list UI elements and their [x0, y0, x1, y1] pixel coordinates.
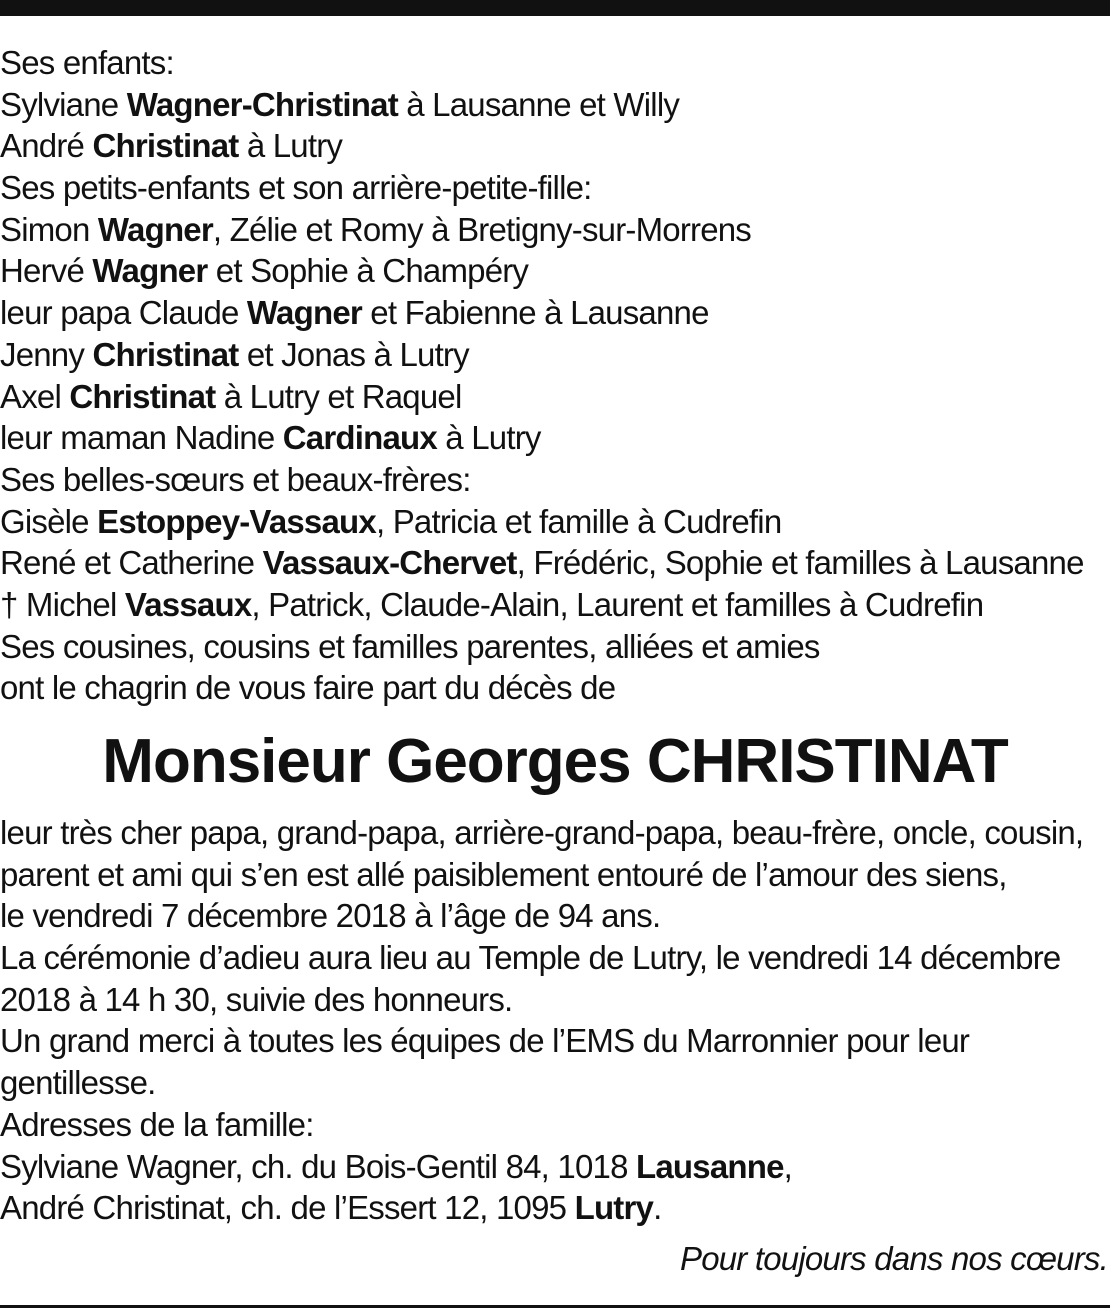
line-prefix: Hervé [0, 252, 93, 290]
address-prefix: André Christinat, ch. de l’Essert 12, 1095 [0, 1189, 575, 1227]
announcement-line: ont le chagrin de vous faire part du décès de [0, 669, 616, 707]
family-line [0, 250, 1110, 292]
line-prefix: † Michel [0, 585, 125, 623]
family-name: Wagner [92, 252, 208, 290]
line-suffix: à Lausanne et Willy [397, 85, 680, 123]
details-text [0, 812, 1110, 1229]
relatives-line: Ses cousines, cousins et familles parentes, alliées et amies [0, 627, 820, 665]
line-prefix: Gisèle [0, 502, 98, 540]
line-suffix: et Sophie à Champéry [207, 252, 529, 290]
family-name: Estoppey-Vassaux [97, 502, 376, 540]
line-prefix: Simon [0, 210, 98, 248]
family-line [0, 125, 1110, 167]
family-name: Wagner [246, 294, 362, 332]
line-suffix: à Lutry [436, 419, 541, 457]
ceremony-line: 2018 à 14 h 30, suivie des honneurs. [0, 980, 513, 1018]
line-prefix: leur maman Nadine [0, 419, 283, 457]
family-name: Vassaux [124, 585, 252, 623]
family-line [0, 209, 1110, 251]
address-line [0, 1187, 1110, 1229]
top-rule [0, 0, 1110, 16]
line-suffix: , Patricia et famille à Cudrefin [375, 502, 782, 540]
address-city: Lutry [574, 1189, 654, 1227]
line-suffix: , Patrick, Claude-Alain, Laurent et familles à Cudrefin [251, 585, 984, 623]
family-name: Christinat [69, 377, 216, 415]
family-line [0, 417, 1110, 459]
deceased-name: Monsieur Georges CHRISTINAT [102, 727, 1008, 796]
children-heading: Ses enfants: [0, 44, 174, 81]
closing-phrase: Pour toujours dans nos cœurs. [679, 1240, 1108, 1277]
addresses-heading: Adresses de la famille: [0, 1105, 314, 1143]
line-prefix: André [0, 127, 93, 165]
family-name: Christinat [92, 335, 239, 373]
bottom-rule [0, 1305, 1110, 1308]
line-suffix: , Frédéric, Sophie et familles à Lausanne [516, 544, 1084, 582]
family-name: Wagner-Christinat [126, 85, 398, 123]
address-city: Lausanne [636, 1147, 784, 1185]
line-prefix: Jenny [0, 335, 93, 373]
family-name: Christinat [92, 127, 239, 165]
address-prefix: Sylviane Wagner, ch. du Bois-Gentil 84, 1018 [0, 1147, 636, 1185]
line-prefix: Axel [0, 377, 70, 415]
ceremony-line: La cérémonie d’adieu aura lieu au Temple de Lutry, le vendredi 14 décembre [0, 939, 1061, 977]
line-suffix: à Lutry et Raquel [215, 377, 462, 415]
family-name: Wagner [97, 210, 213, 248]
address-suffix: , [783, 1147, 793, 1185]
thanks-line: Un grand merci à toutes les équipes de l’EMS du Marronnier pour leur [0, 1022, 970, 1060]
tribute-line: le vendredi 7 décembre 2018 à l’âge de 94 ans. [0, 897, 661, 935]
family-line [0, 584, 1110, 626]
line-prefix: leur papa Claude [0, 294, 247, 332]
line-suffix: , Zélie et Romy à Bretigny-sur-Morrens [212, 210, 751, 248]
address-suffix: . [653, 1189, 662, 1227]
family-name: Vassaux-Chervet [262, 544, 517, 582]
grandchildren-heading: Ses petits-enfants et son arrière-petite-fille: [0, 169, 592, 207]
family-line [0, 376, 1110, 418]
family-line [0, 334, 1110, 376]
line-suffix: et Jonas à Lutry [238, 335, 469, 373]
family-line [0, 542, 1110, 584]
family-line [0, 501, 1110, 543]
line-prefix: René et Catherine [0, 544, 263, 582]
tribute-line: parent et ami qui s’en est allé paisiblement entouré de l’amour des siens, [0, 855, 1007, 893]
thanks-line: gentillesse. [0, 1064, 156, 1102]
inlaws-heading: Ses belles-sœurs et beaux-frères: [0, 460, 471, 498]
line-suffix: à Lutry [238, 127, 343, 165]
line-suffix: et Fabienne à Lausanne [361, 294, 709, 332]
family-list [0, 42, 1110, 709]
address-line [0, 1146, 1110, 1188]
tribute-line: leur très cher papa, grand-papa, arrière-grand-papa, beau-frère, oncle, cousin, [0, 814, 1084, 851]
family-name: Cardinaux [282, 419, 437, 457]
family-line [0, 84, 1110, 126]
line-prefix: Sylviane [0, 85, 127, 123]
family-line [0, 292, 1110, 334]
